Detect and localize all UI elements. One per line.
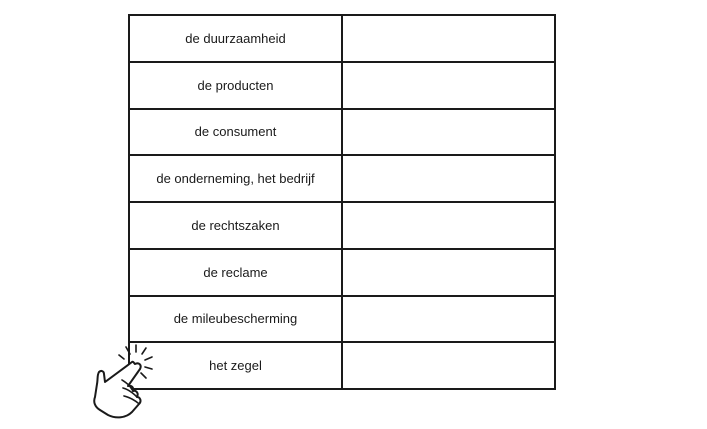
table-row — [129, 202, 555, 249]
term-cell: de onderneming, het bedrijf — [129, 155, 342, 202]
term-cell: de duurzaamheid — [129, 15, 342, 62]
term-cell: de reclame — [129, 249, 342, 296]
term-cell: de producten — [129, 62, 342, 109]
term-cell: de consument — [129, 109, 342, 156]
term-cell: het zegel — [129, 342, 342, 389]
answer-cell[interactable] — [342, 15, 555, 62]
answer-cell[interactable] — [342, 109, 555, 156]
answer-cell[interactable] — [342, 249, 555, 296]
term-cell: de rechtszaken — [129, 202, 342, 249]
answer-cell[interactable] — [342, 155, 555, 202]
table-row — [129, 249, 555, 296]
answer-cell[interactable] — [342, 342, 555, 389]
table-row — [129, 342, 555, 389]
table-row — [129, 15, 555, 62]
table-row — [129, 109, 555, 156]
vocabulary-table — [128, 14, 556, 390]
table-row — [129, 296, 555, 343]
vocabulary-table-body — [129, 15, 555, 389]
answer-cell[interactable] — [342, 202, 555, 249]
answer-cell[interactable] — [342, 62, 555, 109]
table-row — [129, 62, 555, 109]
term-cell: de mileubescherming — [129, 296, 342, 343]
answer-cell[interactable] — [342, 296, 555, 343]
table-row — [129, 155, 555, 202]
tap-hand-icon — [88, 342, 158, 420]
